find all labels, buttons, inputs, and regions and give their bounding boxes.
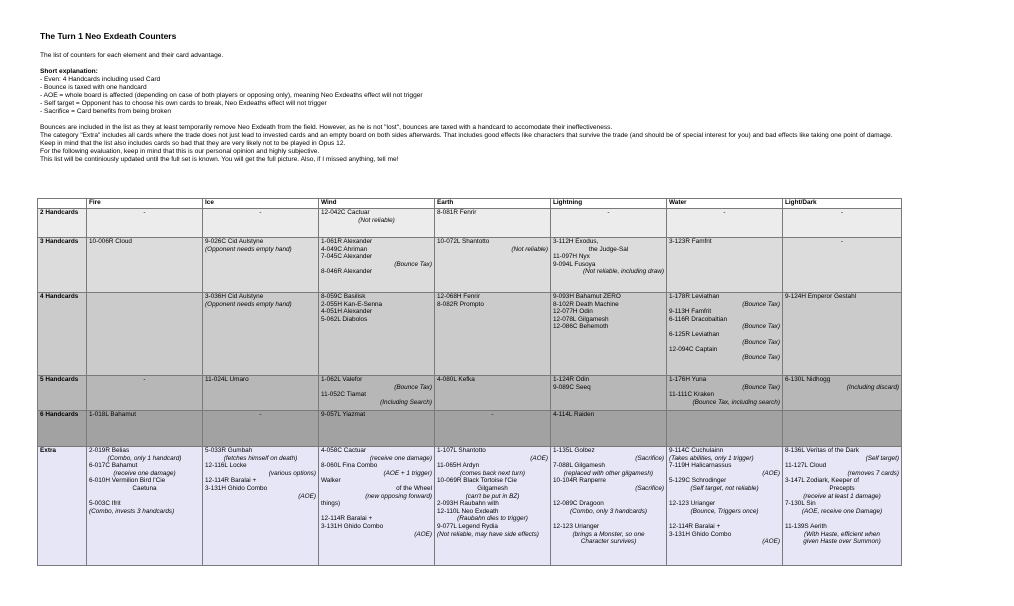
- cell-note: (Bounce, Triggers once): [690, 507, 759, 515]
- card-entry: 1-061R Alexander: [321, 238, 373, 245]
- card-entry: 4-080L Kefka: [437, 376, 475, 383]
- cell-fire: [87, 293, 203, 376]
- cell-earth: [435, 447, 551, 566]
- cell-note: (Bounce Tax): [394, 383, 432, 391]
- card-entry: 1-124R Odin: [553, 376, 590, 383]
- card-entry: 1-176H Yuna: [669, 376, 707, 383]
- card-entry: 7-088L Gilgamesh: [553, 462, 605, 470]
- card-entry: 12-094C Captain: [669, 346, 718, 354]
- cell-light-dark: [783, 376, 902, 411]
- card-entry: [553, 515, 664, 523]
- cell-note: (Self target, not reliable): [690, 484, 759, 492]
- card-entry: 2-019R Belias: [89, 447, 130, 454]
- card-entry: Precepts: [829, 484, 855, 492]
- cell-wind: [319, 209, 435, 238]
- card-entry: 3-131H Ghido Combo: [321, 522, 384, 530]
- card-entry: [321, 508, 432, 516]
- card-entry: 12-078L Gilgamesh: [553, 315, 609, 323]
- row-label: 4 Handcards: [38, 293, 87, 376]
- cell-lightning: [551, 238, 667, 293]
- cell-note: (Takes abilities, only 1 trigger): [669, 454, 754, 462]
- cell-water: [667, 209, 783, 238]
- card-entry: things): [321, 500, 341, 508]
- paragraph-keep-in-mind: Keep in mind that the list also includes cards so bad that they are very likely not to be played in Opus 12.: [40, 140, 346, 147]
- card-entry: 1-178R Leviathan: [669, 293, 720, 300]
- card-entry: 11-127L Cloud: [785, 462, 827, 470]
- cell-fire: [87, 447, 203, 566]
- card-entry: 11-065H Ardyn: [437, 462, 480, 470]
- card-entry: 10-104R Ranperre: [553, 477, 606, 485]
- cell-note: (With Haste, efficient when: [804, 530, 880, 538]
- card-entry: 10-006R Cloud: [89, 238, 132, 245]
- cell-note: (Combo, only 3 handcards): [569, 507, 648, 515]
- cell-note: (AOE): [414, 530, 432, 538]
- cell-note: (Opponent needs empty hand): [205, 245, 292, 253]
- cell-note: (Bounce Tax): [742, 323, 780, 331]
- cell-ice: [203, 411, 319, 447]
- cell-note: given Haste over Summon): [803, 538, 881, 546]
- card-entry: 12-086C Behemoth: [553, 323, 609, 331]
- card-entry: 9-026C Cid Aulstyne: [205, 238, 264, 245]
- bullet-self-target: - Self target = Opponent has to choose his own cards to break, Neo Exdeaths effect will not trigger: [40, 100, 327, 107]
- cell-note: (Bounce Tax, including search): [692, 398, 780, 406]
- card-entry: 1-062L Valefor: [321, 376, 363, 383]
- cell-fire: [87, 411, 203, 447]
- card-entry: 3-131H Ghido Combo: [669, 530, 732, 538]
- cell-earth: [435, 293, 551, 376]
- card-entry: 1-107L Shantotto: [437, 447, 486, 454]
- intro-line: The list of counters for each element and their card advantage.: [40, 52, 224, 59]
- cell-note: (Including Search): [380, 398, 432, 406]
- header-water: Water: [667, 199, 783, 209]
- card-entry: 12-110L Neo Exdeath: [437, 507, 499, 515]
- cell-water: [667, 293, 783, 376]
- cell-note: (receive at least 1 damage): [803, 492, 881, 500]
- row-label: 3 Handcards: [38, 238, 87, 293]
- cell-light-dark: [783, 293, 902, 376]
- card-entry: Caetuna: [132, 484, 157, 492]
- bullet-aoe: - AOE = whole board is affected (depending on case of both players or opposing only), meaning Neo Exdeaths effect will not trigger: [40, 92, 423, 99]
- card-entry: -: [840, 209, 844, 216]
- card-entry: 2-055H Kan-E-Senna: [321, 300, 383, 308]
- card-entry: 12-077H Odin: [553, 308, 593, 316]
- header-fire: Fire: [87, 199, 203, 209]
- header-ice: Ice: [203, 199, 319, 209]
- cell-note: (fetches himself on death): [223, 454, 298, 462]
- table-row: [38, 376, 902, 411]
- cell-lightning: [551, 209, 667, 238]
- card-entry: [785, 411, 899, 419]
- card-entry: 8-060L Fina Combo: [321, 462, 378, 470]
- card-entry: of the Wheel: [396, 484, 432, 492]
- card-entry: [669, 515, 780, 523]
- card-entry: 7-119H Halicarnassus: [669, 462, 732, 470]
- cell-note: (AOE + 1 trigger): [383, 469, 432, 477]
- card-entry: -: [259, 209, 262, 216]
- cell-ice: [203, 376, 319, 411]
- cell-note: (new opposing forward): [365, 492, 432, 500]
- table-row: [38, 293, 902, 376]
- card-entry: -: [840, 238, 844, 245]
- cell-note: (can't be put in BZ): [465, 492, 520, 500]
- cell-note: (Not reliable, including draw): [583, 268, 664, 276]
- row-label: 5 Handcards: [38, 376, 87, 411]
- card-entry: 12-068H Fenrir: [437, 293, 480, 300]
- card-entry: -: [143, 376, 146, 383]
- card-entry: 5-033R Gumbah: [205, 447, 253, 454]
- card-entry: 3-147L Zodiark, Keeper of: [785, 477, 860, 485]
- card-entry: 4-049C Ahriman: [321, 245, 368, 253]
- card-entry: -: [607, 209, 610, 216]
- card-entry: 9-113H Famfrit: [669, 308, 712, 316]
- card-entry: 10-072L Shantotto: [437, 238, 490, 245]
- cell-note: (receive one damage): [113, 469, 176, 477]
- cell-wind: [319, 411, 435, 447]
- cell-lightning: [551, 411, 667, 447]
- cell-water: [667, 376, 783, 411]
- cell-note: (Bounce Tax): [394, 260, 432, 268]
- cell-light-dark: [783, 411, 902, 447]
- cell-note: (Sacrifice): [635, 484, 664, 492]
- card-entry: -: [143, 209, 146, 216]
- card-entry: 6-130L Nidhogg: [785, 376, 831, 383]
- card-entry: 9-114C Cuchulainn: [669, 447, 724, 454]
- card-entry: 1-135L Golbez: [553, 447, 595, 454]
- table-row: [38, 447, 902, 566]
- cell-fire: [87, 376, 203, 411]
- card-entry: Gilgamesh: [477, 484, 508, 492]
- card-entry: -: [491, 411, 494, 418]
- card-entry: [785, 515, 899, 523]
- cell-wind: [319, 447, 435, 566]
- cell-wind: [319, 376, 435, 411]
- cell-note: (various options): [268, 469, 316, 477]
- row-label: 2 Handcards: [38, 209, 87, 238]
- bullet-even: - Even: 4 Handcards including used Card: [40, 76, 161, 83]
- cell-note: (AOE, receive one Damage): [801, 507, 883, 515]
- card-entry: 8-046R Alexander: [321, 268, 373, 276]
- cell-light-dark: [783, 238, 902, 293]
- card-entry: 11-097H Nyx: [553, 253, 590, 261]
- cell-note: (comes back next turn): [460, 469, 525, 477]
- card-entry: 9-077L Legend Rydia: [437, 522, 498, 530]
- card-entry: [669, 493, 780, 501]
- cell-note: Character survives): [580, 538, 637, 546]
- card-entry: 11-111C Kraken: [669, 391, 715, 399]
- card-entry: 8-102R Death Machine: [553, 300, 619, 308]
- paragraph-extra: The category "Extra" includes all cards where the trade does not just lead to invested cards and an empty board on both sides afterwards. That includes good effects like characters that survive the trade (and should be of special interest for you) and bad effects like taking one point of damage.: [40, 132, 893, 139]
- cell-note: (Including discard): [846, 383, 899, 391]
- cell-note: (Not reliable, may have side effects): [437, 530, 539, 538]
- paragraph-update: This list will be continiously updated until the full set is known. You will get the full picture. Also, if I missed anything, tell me!: [40, 156, 399, 163]
- cell-note: (Not reliable): [511, 245, 548, 253]
- card-entry: 9-089C Seeq: [553, 383, 591, 391]
- cell-fire: [87, 209, 203, 238]
- card-entry: 6-125R Leviathan: [669, 330, 720, 338]
- counters-table: [37, 198, 902, 566]
- card-entry: 6-116R Dracobaltian: [669, 315, 728, 323]
- cell-ice: [203, 293, 319, 376]
- card-entry: 3-123R Famfrit: [669, 238, 712, 245]
- card-entry: 9-057L Yiazmat: [321, 411, 366, 418]
- cell-note: (AOE): [762, 538, 780, 546]
- row-label: 6 Handcards: [38, 411, 87, 447]
- card-entry: -: [723, 209, 726, 216]
- card-entry: 3-112H Exodus,: [553, 238, 599, 245]
- card-entry: 12-123 Urianger: [669, 500, 716, 508]
- card-entry: [89, 293, 200, 301]
- card-entry: 12-114R Baralai +: [205, 477, 257, 485]
- card-entry: 4-058C Cactuar: [321, 447, 367, 454]
- cell-note: (Combo, invests 3 handcards): [89, 507, 175, 515]
- cell-note: (brings a Monster, so one: [572, 530, 645, 538]
- card-entry: Walker: [321, 477, 341, 485]
- cell-note: (Opponent needs empty hand): [205, 300, 292, 308]
- card-entry: 4-051H Alexander: [321, 308, 373, 316]
- cell-light-dark: [783, 447, 902, 566]
- cell-earth: [435, 411, 551, 447]
- cell-light-dark: [783, 209, 902, 238]
- card-entry: 5-062L Diabolos: [321, 315, 368, 323]
- header-wind: Wind: [319, 199, 435, 209]
- header-earth: Earth: [435, 199, 551, 209]
- cell-note: (Combo, only 1 handcard): [107, 454, 182, 462]
- cell-note: (Bounce Tax): [742, 300, 780, 308]
- cell-earth: [435, 209, 551, 238]
- header-lightning: Lightning: [551, 199, 667, 209]
- card-entry: 8-136L Veritas of the Dark: [785, 447, 860, 454]
- card-entry: 2-093H Raubahn with: [437, 500, 499, 508]
- cell-note: (Sacrifice): [635, 454, 664, 462]
- cell-lightning: [551, 447, 667, 566]
- card-entry: 10-069R Black Tortoise l'Cie: [437, 477, 517, 485]
- card-entry: 3-131H Ghido Combo: [205, 484, 268, 492]
- bullet-bounce: - Bounce is taxed with one handcard: [40, 84, 147, 91]
- card-entry: 12-114R Baralai +: [669, 522, 721, 530]
- table-row: [38, 209, 902, 238]
- table-row: [38, 238, 902, 293]
- explanation-heading: Short explanation:: [40, 68, 98, 75]
- card-entry: -: [259, 411, 262, 418]
- cell-ice: [203, 238, 319, 293]
- card-entry: [89, 493, 200, 501]
- cell-wind: [319, 293, 435, 376]
- card-entry: 5-129C Schrodinger: [669, 477, 727, 485]
- table-row: [38, 411, 902, 447]
- cell-lightning: [551, 376, 667, 411]
- row-label: Extra: [38, 447, 87, 566]
- cell-fire: [87, 238, 203, 293]
- card-entry: [553, 493, 664, 501]
- cell-note: (replaced with other gilgamesh): [563, 469, 654, 477]
- cell-ice: [203, 447, 319, 566]
- cell-note: (Self target): [865, 454, 899, 462]
- card-entry: 3-036H Cid Aulstyne: [205, 293, 264, 300]
- card-entry: 8-082R Prompto: [437, 300, 484, 308]
- card-entry: 12-123 Urianger: [553, 522, 600, 530]
- card-entry: 12-042C Cactuar: [321, 209, 370, 216]
- card-entry: 7-130L Sin: [785, 500, 816, 508]
- card-entry: 12-116L Locke: [205, 462, 247, 470]
- cell-lightning: [551, 293, 667, 376]
- paragraph-evaluation: For the following evaluation, keep in mind that this is our personal opinion and highly subjective.: [40, 148, 320, 155]
- card-entry: 9-094L Fusoya: [553, 260, 596, 268]
- bullet-sacrifice: - Sacrifice = Card benefits from being broken: [40, 108, 172, 115]
- card-entry: 6-017C Bahamut: [89, 462, 138, 470]
- cell-note: (receive one damage): [369, 454, 432, 462]
- card-entry: 5-003C Ifrit: [89, 500, 121, 508]
- cell-note: (Bounce Tax): [742, 353, 780, 361]
- header-light-dark: Light/Dark: [783, 199, 902, 209]
- cell-water: [667, 238, 783, 293]
- card-entry: the Judge-Sal: [588, 245, 629, 253]
- card-entry: 11-139S Aerith: [785, 522, 827, 530]
- card-entry: 8-059C Basilisk: [321, 293, 366, 300]
- cell-earth: [435, 376, 551, 411]
- cell-note: (removes 7 cards): [847, 469, 899, 477]
- cell-wind: [319, 238, 435, 293]
- card-entry: 11-024L Umaro: [205, 376, 249, 383]
- card-entry: 9-093H Bahamut ZERO: [553, 293, 621, 300]
- cell-note: (Bounce Tax): [742, 383, 780, 391]
- card-entry: 1-018L Bahamut: [89, 411, 137, 418]
- page-title: The Turn 1 Neo Exdeath Counters: [40, 31, 177, 41]
- card-entry: 12-114R Baralai +: [321, 515, 373, 523]
- cell-water: [667, 411, 783, 447]
- cell-note: (Not reliable): [358, 216, 395, 224]
- card-entry: [669, 411, 780, 419]
- card-entry: 6-010H Vermilion Bird l'Cie: [89, 477, 166, 485]
- paragraph-bounces: Bounces are included in the list as they at least temporarily remove Neo Exdeath from the field. However, as he is not "lost", bounces are taxed with a handcard to accomodate their ineffectiveness.: [40, 124, 613, 131]
- cell-note: (AOE): [530, 454, 548, 462]
- cell-note: (Raubahn dies to trigger): [457, 515, 528, 523]
- cell-note: (AOE): [762, 469, 780, 477]
- card-entry: 12-089C Dragoon: [553, 500, 604, 508]
- header-row: [38, 199, 902, 209]
- card-entry: 7-045C Alexander: [321, 253, 373, 261]
- header-corner: [38, 199, 87, 209]
- intro-text: [40, 52, 892, 164]
- cell-note: (Bounce Tax): [742, 338, 780, 346]
- cell-ice: [203, 209, 319, 238]
- card-entry: 9-124H Emperor Gestahl: [785, 293, 857, 300]
- card-entry: 11-052C Tiamat: [321, 391, 366, 399]
- cell-water: [667, 447, 783, 566]
- card-entry: 4-114L Raiden: [553, 411, 595, 418]
- cell-note: (AOE): [298, 492, 316, 500]
- cell-earth: [435, 238, 551, 293]
- card-entry: 8-081R Fenrir: [437, 209, 477, 216]
